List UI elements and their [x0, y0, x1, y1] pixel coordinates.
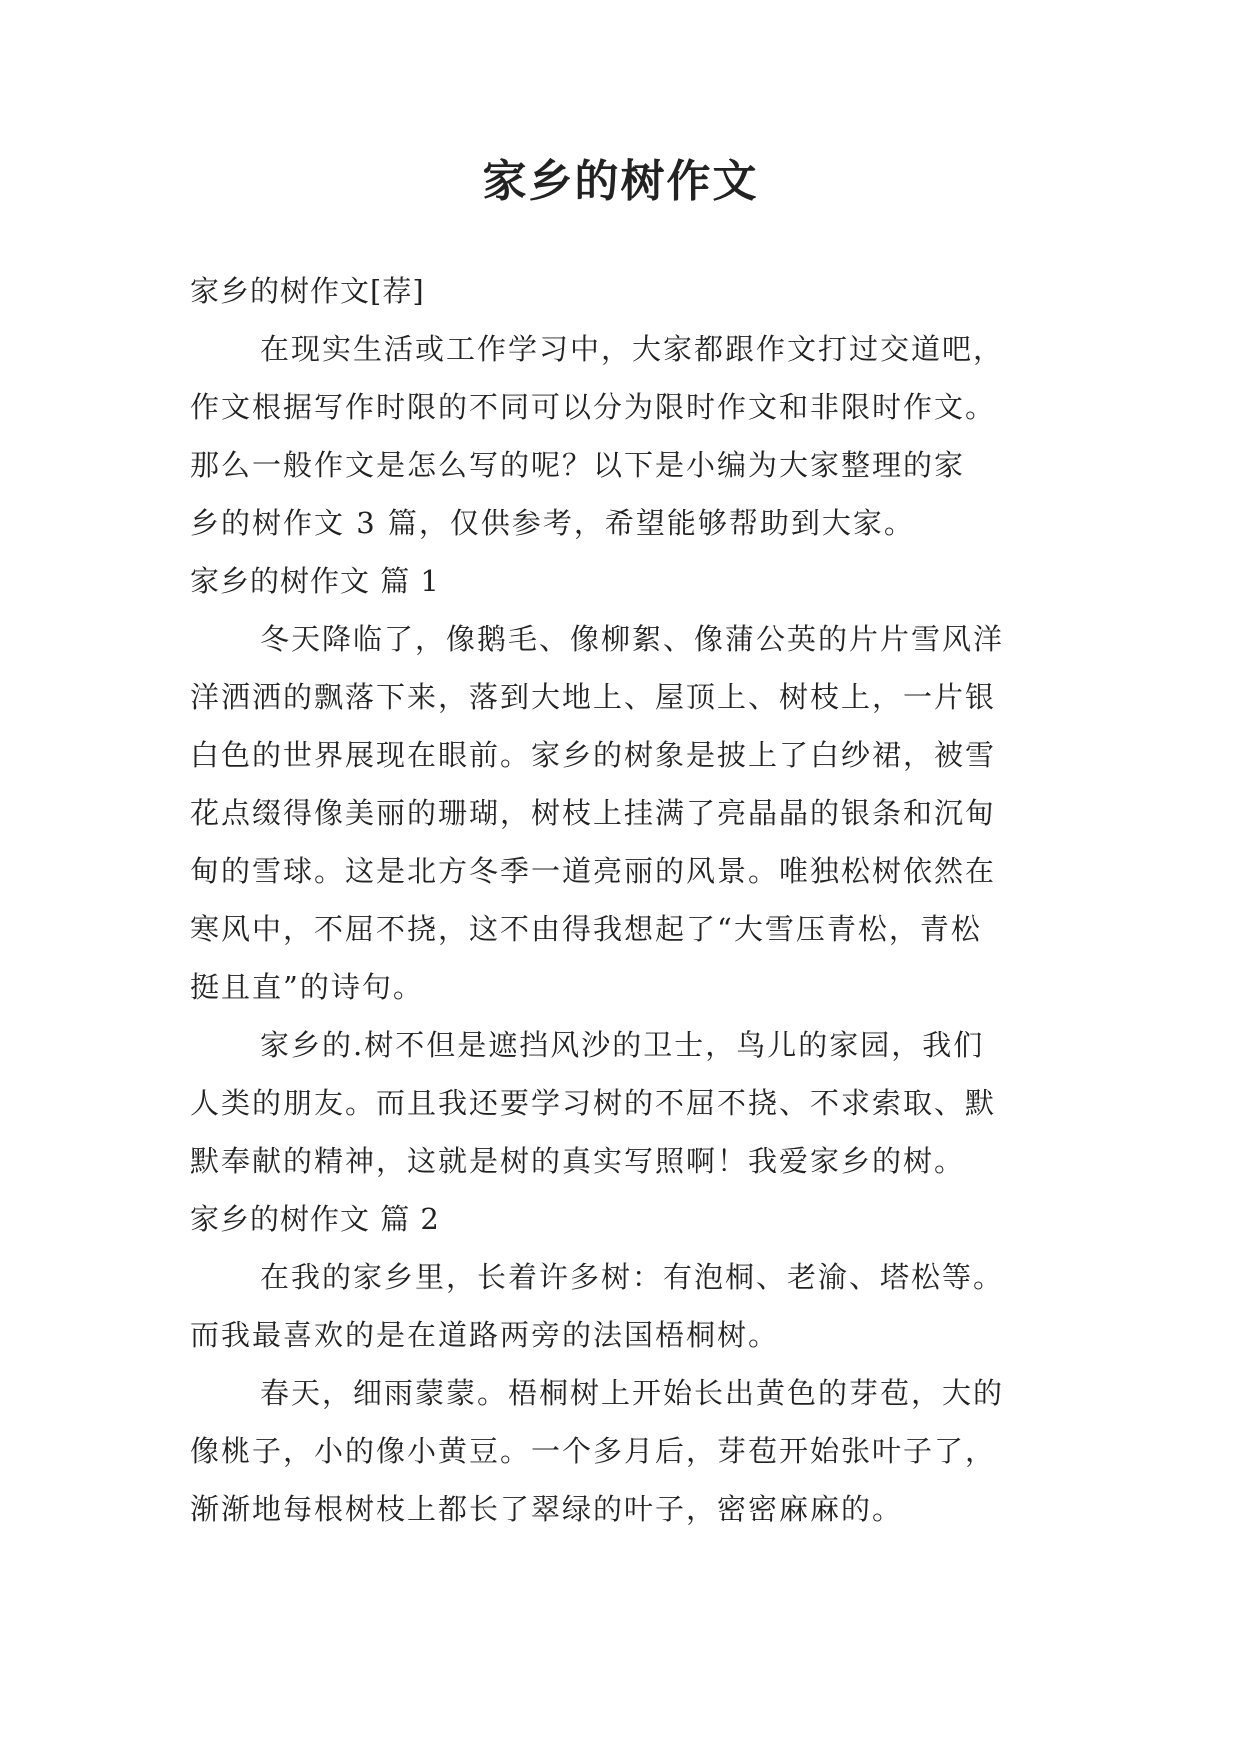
text-line: 白色的世界展现在眼前。家乡的树象是披上了白纱裙，被雪	[190, 738, 997, 772]
text-line: 挺且直”的诗句。	[190, 970, 424, 1004]
text-line: 家乡的.树不但是遮挡风沙的卫士，鸟儿的家园，我们	[260, 1028, 985, 1062]
subtitle: 家乡的树作文[荐]	[190, 274, 425, 308]
section2-paragraph-2	[190, 1364, 1070, 1538]
text-line: 甸的雪球。这是北方冬季一道亮丽的风景。唯独松树依然在	[190, 854, 997, 888]
section1-paragraph-1	[190, 610, 1070, 1016]
text-line: 那么一般作文是怎么写的呢？以下是小编为大家整理的家	[190, 448, 966, 482]
document-title: 家乡的树作文	[482, 156, 759, 207]
text-line: 而我最喜欢的是在道路两旁的法国梧桐树。	[190, 1318, 780, 1352]
text-line: 春天，细雨蒙蒙。梧桐树上开始长出黄色的芽苞，大的	[260, 1376, 1005, 1410]
text-line: 花点缀得像美丽的珊瑚，树枝上挂满了亮晶晶的银条和沉甸	[190, 796, 997, 830]
text-line: 人类的朋友。而且我还要学习树的不屈不挠、不求索取、默	[190, 1086, 997, 1120]
section2-paragraph-1	[190, 1248, 1070, 1364]
section1-paragraph-2	[190, 1016, 1070, 1190]
intro-paragraph	[190, 320, 1070, 552]
text-line: 寒风中，不屈不挠，这不由得我想起了“大雪压青松，青松	[190, 912, 982, 946]
document-body	[190, 262, 1070, 1538]
text-line: 渐渐地每根树枝上都长了翠绿的叶子，密密麻麻的。	[190, 1492, 904, 1526]
text-line: 洋洒洒的飘落下来，落到大地上、屋顶上、树枝上，一片银	[190, 680, 997, 714]
text-line: 冬天降临了，像鹅毛、像柳絮、像蒲公英的片片雪风洋	[260, 622, 1005, 656]
text-line: 乡的树作文 3 篇，仅供参考，希望能够帮助到大家。	[190, 506, 915, 540]
text-line: 作文根据写作时限的不同可以分为限时作文和非限时作文。	[190, 390, 997, 424]
text-line: 像桃子，小的像小黄豆。一个多月后，芽苞开始张叶子了，	[190, 1434, 997, 1468]
text-line: 在现实生活或工作学习中，大家都跟作文打过交道吧，	[260, 332, 1005, 366]
text-line: 默奉献的精神，这就是树的真实写照啊！我爱家乡的树。	[190, 1144, 966, 1178]
section-heading-2: 家乡的树作文 篇 2	[190, 1202, 440, 1236]
text-line: 在我的家乡里，长着许多树：有泡桐、老渝、塔松等。	[260, 1260, 1005, 1294]
section-heading-1: 家乡的树作文 篇 1	[190, 564, 440, 598]
